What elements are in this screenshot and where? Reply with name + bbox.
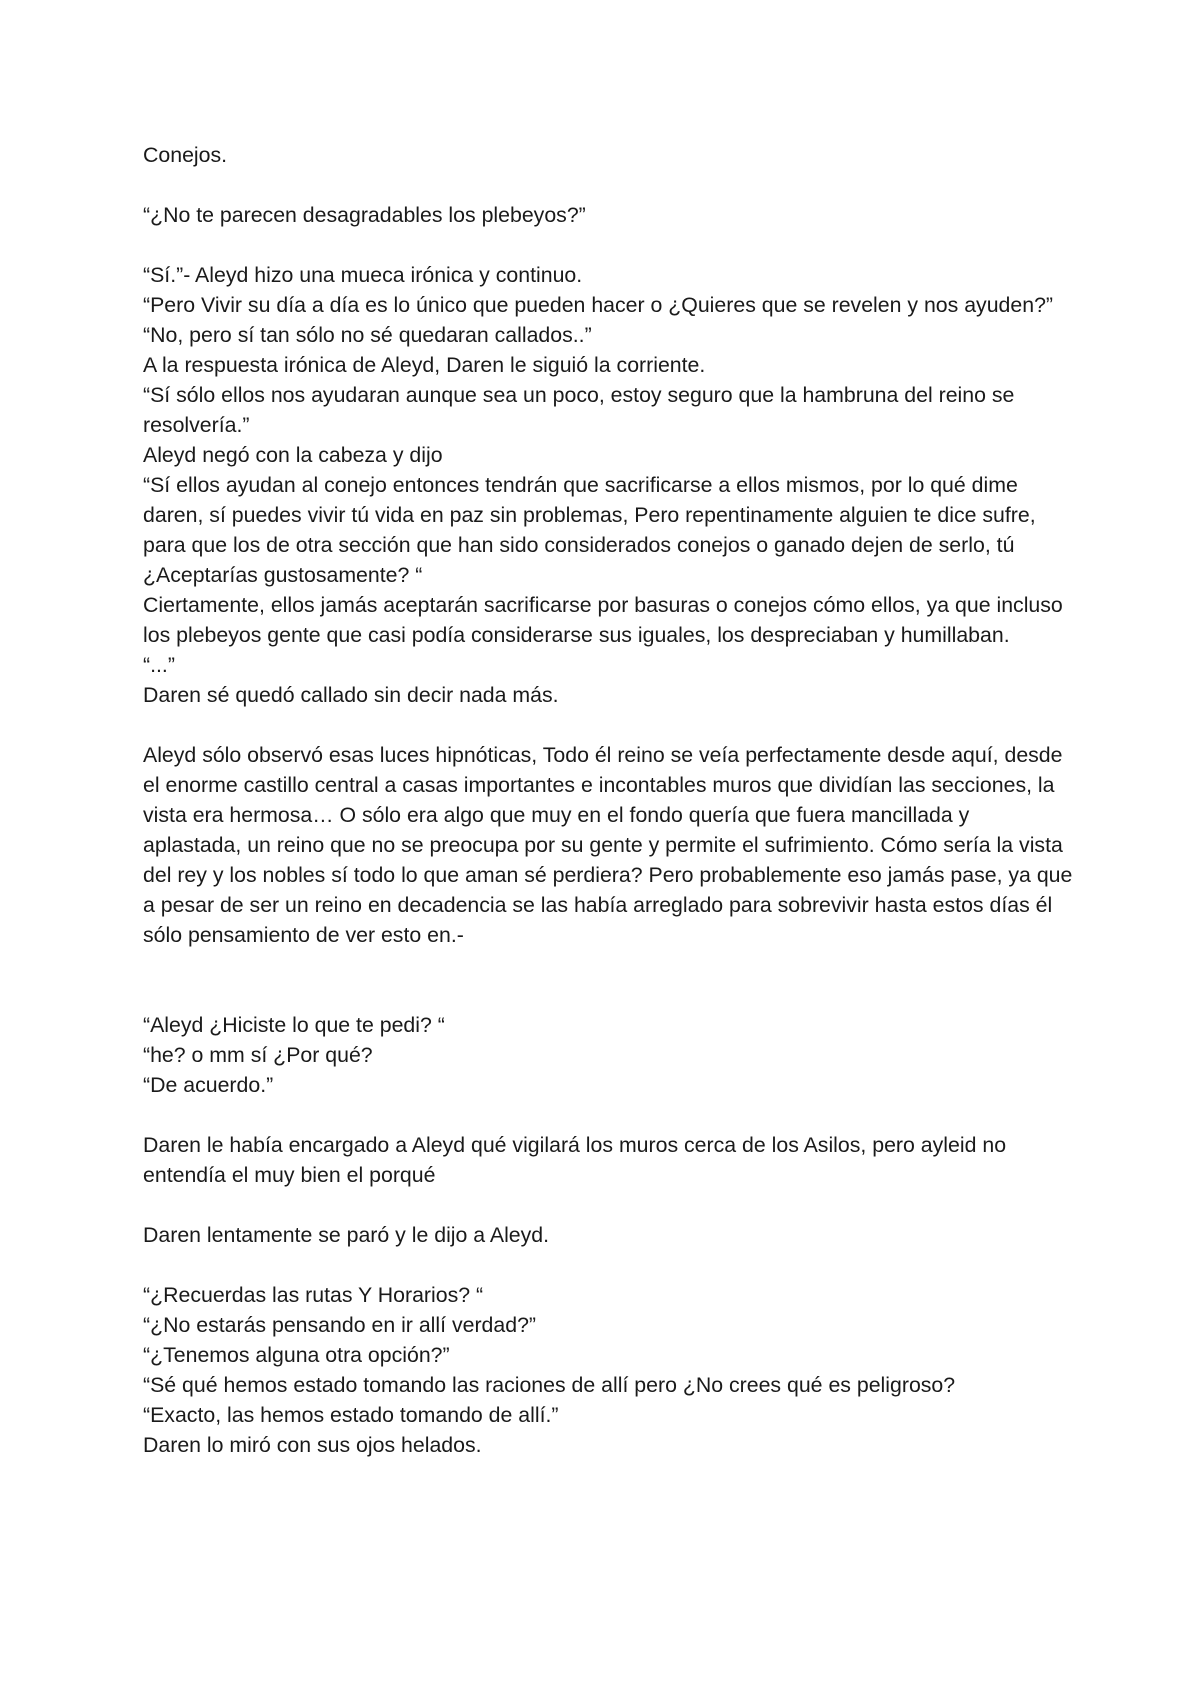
- document-body: [143, 140, 1073, 1460]
- paragraph: Aleyd sólo observó esas luces hipnóticas, Todo él reino se veía perfectamente desde aquí, desde el enorme castillo central a casas importantes e incontables muros que dividían las secciones, la vista era hermosa… O sólo era algo que muy en el fondo quería que fuera mancillada y aplastada, un reino que no se preocupa por su gente y permite el sufrimiento. Cómo sería la vista del rey y los nobles sí todo lo que aman sé perdiera? Pero probablemente eso jamás pase, ya que a pesar de ser un reino en decadencia se las había arreglado para sobrevivir hasta estos días él sólo pensamiento de ver esto en.-: [143, 743, 1073, 947]
- blank-line: [143, 1250, 1073, 1280]
- paragraph: “Aleyd ¿Hiciste lo que te pedi? “: [143, 1013, 445, 1037]
- blank-line: [143, 1100, 1073, 1130]
- paragraph: “he? o mm sí ¿Por qué?: [143, 1043, 373, 1067]
- paragraph: Conejos.: [143, 143, 228, 167]
- paragraph: “Sé qué hemos estado tomando las raciones de allí pero ¿No crees qué es peligroso?: [143, 1373, 956, 1397]
- paragraph: Daren lentamente se paró y le dijo a Aleyd.: [143, 1223, 550, 1247]
- paragraph: “Sí ellos ayudan al conejo entonces tendrán que sacrificarse a ellos mismos, por lo qué dime daren, sí puedes vivir tú vida en paz sin problemas, Pero repentinamente alguien te dice sufre, para que los de otra sección que han sido considerados conejos o ganado dejen de serlo, tú ¿Aceptarías gustosamente? “: [143, 473, 1036, 587]
- blank-lines: [143, 950, 1073, 1010]
- paragraph: Daren le había encargado a Aleyd qué vigilará los muros cerca de los Asilos, pero ayleid no entendía el muy bien el porqué: [143, 1133, 1007, 1187]
- paragraph: “Pero Vivir su día a día es lo único que pueden hacer o ¿Quieres que se revelen y nos ayuden?”: [143, 293, 1054, 317]
- paragraph: “Sí sólo ellos nos ayudaran aunque sea un poco, estoy seguro que la hambruna del reino se resolvería.”: [143, 383, 1015, 437]
- paragraph: “No, pero sí tan sólo no sé quedaran callados..”: [143, 323, 592, 347]
- paragraph: Daren lo miró con sus ojos helados.: [143, 1433, 482, 1457]
- blank-line: [143, 230, 1073, 260]
- paragraph: A la respuesta irónica de Aleyd, Daren le siguió la corriente.: [143, 353, 706, 377]
- paragraph: “De acuerdo.”: [143, 1073, 274, 1097]
- paragraph: “Exacto, las hemos estado tomando de allí.”: [143, 1403, 559, 1427]
- blank-line: [143, 710, 1073, 740]
- blank-line: [143, 170, 1073, 200]
- paragraph: “¿No te parecen desagradables los plebeyos?”: [143, 203, 586, 227]
- paragraph: “...”: [143, 653, 175, 677]
- paragraph: Aleyd negó con la cabeza y dijo: [143, 443, 443, 467]
- paragraph: “¿Tenemos alguna otra opción?”: [143, 1343, 450, 1367]
- blank-line: [143, 1190, 1073, 1220]
- paragraph: Daren sé quedó callado sin decir nada más.: [143, 683, 559, 707]
- paragraph: “¿No estarás pensando en ir allí verdad?”: [143, 1313, 537, 1337]
- paragraph: Ciertamente, ellos jamás aceptarán sacrificarse por basuras o conejos cómo ellos, ya que incluso los plebeyos gente que casi podía considerarse sus iguales, los despreciaban y humillaban.: [143, 593, 1063, 647]
- paragraph: “Sí.”- Aleyd hizo una mueca irónica y continuo.: [143, 263, 583, 287]
- paragraph: “¿Recuerdas las rutas Y Horarios? “: [143, 1283, 484, 1307]
